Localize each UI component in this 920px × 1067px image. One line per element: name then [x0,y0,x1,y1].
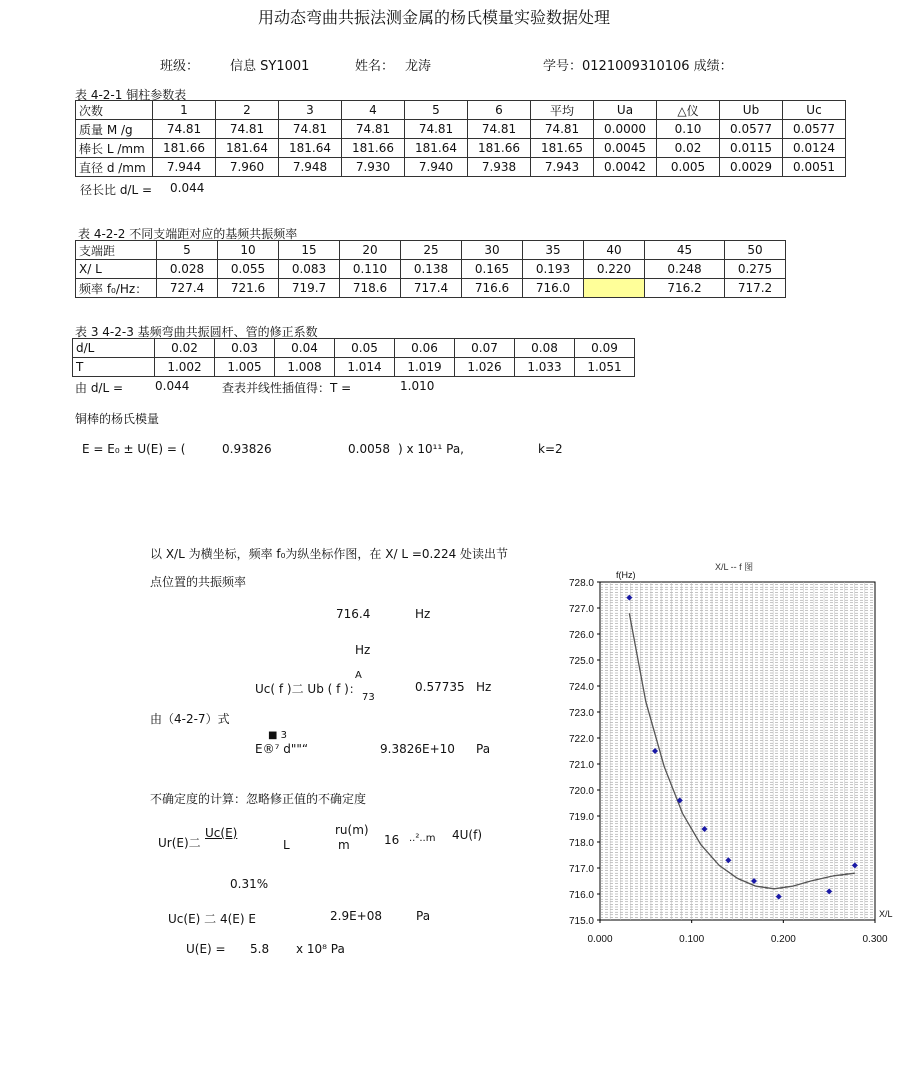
cell-0: 棒长 L /mm [76,139,153,158]
table1-caption: 表 4-2-1 铜柱参数表 [75,88,187,102]
four-u-term: 4U(f) [452,828,483,842]
header-cell-7: 平均 [531,101,594,120]
result-unit: ) x 10¹¹ Pa, [398,442,464,456]
y-tick-label: 726.0 [568,630,594,641]
xl-cell-5: 0.138 [401,260,462,279]
e-denominator: L [283,838,290,852]
t-cell-5: 1.019 [395,358,455,377]
cell-6: 181.66 [468,139,531,158]
header-cell-9: 45 [645,241,725,260]
cell-0: 质量 M /g [76,120,153,139]
n16-term: 16 [384,833,400,847]
xl-cell-7: 0.193 [523,260,584,279]
y-tick-label: 718.0 [568,838,594,849]
cell-7: 181.65 [531,139,594,158]
y-tick-label: 716.0 [568,890,594,901]
result-k: k=2 [538,442,563,456]
freq-cell-6: 716.6 [462,279,523,298]
freq-cell-10: 717.2 [725,279,786,298]
table2-caption: 表 4-2-2 不同支端距对应的基频共振频率 [78,227,298,241]
hz-label: Hz [355,643,371,657]
header-cell-8: 0.09 [575,339,635,358]
header-cell-9: △仪 [657,101,720,120]
cell-10: 0.0577 [720,120,783,139]
table-header-row [73,339,635,358]
cell-3: 74.81 [279,120,342,139]
y-tick-label: 723.0 [568,708,594,719]
result-u-value: 0.0058 [348,442,390,456]
header-cell-0: d/L [73,339,155,358]
y-tick-label: 720.0 [568,786,594,797]
header-cell-8: 40 [584,241,645,260]
xl-cell-8: 0.220 [584,260,645,279]
cell-4: 7.930 [342,158,405,177]
interp-label: 由 d/L = [75,381,124,395]
xl-cell-2: 0.055 [218,260,279,279]
y-tick-label: 727.0 [568,604,594,615]
student-id: 学号：0121009310106 成绩： [543,59,733,74]
xl-cell-10: 0.275 [725,260,786,279]
table-row [76,120,846,139]
xl-cell-1: 0.028 [157,260,218,279]
cell-11: 0.0124 [783,139,846,158]
u-e-value: 5.8 [250,942,270,956]
header-cell-5: 25 [401,241,462,260]
freq-cell-2: 721.6 [218,279,279,298]
cell-1: 74.81 [153,120,216,139]
t-cell-6: 1.026 [455,358,515,377]
t-cell-7: 1.033 [515,358,575,377]
cell-9: 0.02 [657,139,720,158]
y-tick-label: 715.0 [568,916,594,927]
header-cell-1: 1 [153,101,216,120]
cell-3: 7.948 [279,158,342,177]
y-tick-label: 722.0 [568,734,594,745]
interp-t: 1.010 [400,379,435,393]
t-cell-8: 1.051 [575,358,635,377]
cell-10: 0.0029 [720,158,783,177]
cell-9: 0.005 [657,158,720,177]
formula-ref: 由（4-2-7）式 [150,712,230,726]
xl-cell-9: 0.248 [645,260,725,279]
correction-table [72,338,635,377]
table-row [76,139,846,158]
x-tick-label: 0.300 [862,934,888,945]
cell-8: 0.0042 [594,158,657,177]
e-calc: 9.3826E+10 [380,742,455,756]
cell-1: 7.944 [153,158,216,177]
freq-cell-4: 718.6 [340,279,401,298]
relative-uncertainty: 0.31% [230,877,269,891]
uc-e-value: 2.9E+08 [330,909,382,923]
interp-dl: 0.044 [155,379,190,393]
header-cell-5: 0.06 [395,339,455,358]
header-cell-11: Uc [783,101,846,120]
freq-cell-7: 716.0 [523,279,584,298]
header-cell-10: 50 [725,241,786,260]
x-tick-label: 0.100 [679,934,705,945]
table-row [73,358,635,377]
header-cell-7: 0.08 [515,339,575,358]
uc-e-numerator: Uc(E) [205,826,238,840]
header-cell-2: 10 [218,241,279,260]
header-cell-0: 支端距 [76,241,157,260]
freq-cell-0: 频率 f₀/Hz： [76,279,157,298]
cell-6: 7.938 [468,158,531,177]
e-calc-unit: Pa [476,742,491,756]
header-cell-5: 5 [405,101,468,120]
e-formula: E®⁷ d""“ [255,742,309,756]
ratio-label: 径长比 d/L = [80,183,153,197]
header-cell-7: 35 [523,241,584,260]
cell-11: 0.0577 [783,120,846,139]
y-tick-label: 728.0 [568,578,594,589]
y-tick-label: 717.0 [568,864,594,875]
u-e-label: U(E) = [186,942,226,956]
t-cell-2: 1.005 [215,358,275,377]
cell-5: 74.81 [405,120,468,139]
xl-frequency-chart [555,555,900,955]
header-cell-1: 5 [157,241,218,260]
cell-1: 181.66 [153,139,216,158]
cell-4: 181.66 [342,139,405,158]
uc-f-unit: Hz [476,680,492,694]
y-axis-label: f(Hz) [616,570,636,580]
table-header-row [76,241,786,260]
cell-2: 74.81 [216,120,279,139]
cell-7: 7.943 [531,158,594,177]
ratio-value: 0.044 [170,181,205,195]
formula-marker: ■ 3 [268,730,287,741]
uc-e-equation: Uc(E) 二 4(E) E [168,912,256,926]
cell-2: 181.64 [216,139,279,158]
result-eq: E = E₀ ± U(E) = ( [82,442,186,456]
table3-caption: 表 3 4-2-3 基频弯曲共振圆杆、管的修正系数 [75,325,318,339]
t-cell-1: 1.002 [155,358,215,377]
header-cell-3: 0.04 [275,339,335,358]
freq-cell-1: 727.4 [157,279,218,298]
note-line-2: 点位置的共振频率 [150,575,247,589]
header-cell-4: 4 [342,101,405,120]
u-e-unit: x 10⁸ Pa [296,942,345,956]
table-header-row [76,101,846,120]
cell-9: 0.10 [657,120,720,139]
uncertainty-heading: 不确定度的计算：忽略修正值的不确定度 [150,792,367,806]
xl-cell-6: 0.165 [462,260,523,279]
freq-cell-8 [584,279,645,298]
f-unit: Hz [415,607,431,621]
cell-11: 0.0051 [783,158,846,177]
x-tick-label: 0.000 [587,934,613,945]
ur-label: Ur(E)二 [158,836,201,850]
header-cell-2: 0.03 [215,339,275,358]
y-tick-label: 725.0 [568,656,594,667]
header-cell-0: 次数 [76,101,153,120]
xl-cell-3: 0.083 [279,260,340,279]
f-value: 716.4 [336,607,371,621]
cell-5: 7.940 [405,158,468,177]
header-cell-6: 6 [468,101,531,120]
header-cell-10: Ub [720,101,783,120]
table-row [76,279,786,298]
t-cell-0: T [73,358,155,377]
x-axis-label: X/L [879,909,893,919]
t-cell-3: 1.008 [275,358,335,377]
uc-f-value: 0.57735 [415,680,465,694]
freq-cell-3: 719.7 [279,279,340,298]
interp-text: 查表并线性插值得：T = [222,381,352,395]
header-cell-1: 0.02 [155,339,215,358]
m-term: m [338,838,350,852]
y-tick-label: 721.0 [568,760,594,771]
cell-3: 181.64 [279,139,342,158]
freq-cell-5: 717.4 [401,279,462,298]
result-heading: 铜棒的杨氏模量 [75,412,160,426]
dots-term: ..²..m [409,833,436,844]
uc-e-unit: Pa [416,909,431,923]
name-value: 龙涛 [405,59,432,74]
note-line-1: 以 X/L 为横坐标，频率 f₀为纵坐标作图，在 X/ L =0.224 处读出节 [150,547,509,561]
xl-cell-4: 0.110 [340,260,401,279]
header-cell-3: 15 [279,241,340,260]
xl-cell-0: X/ L [76,260,157,279]
class-label: 班级： [160,59,200,74]
cell-8: 0.0000 [594,120,657,139]
cell-7: 74.81 [531,120,594,139]
class-value: 信息 SY1001 [230,59,310,74]
t-cell-4: 1.014 [335,358,395,377]
cell-8: 0.0045 [594,139,657,158]
y-tick-label: 724.0 [568,682,594,693]
uc-f-label: Uc( f )二 Ub ( f )： [255,682,361,696]
table-row [76,158,846,177]
name-label: 姓名： [355,59,395,74]
cell-0: 直径 d /mm [76,158,153,177]
frequency-table [75,240,786,298]
page-title: 用动态弯曲共振法测金属的杨氏模量实验数据处理 [258,8,611,27]
cell-2: 7.960 [216,158,279,177]
cell-10: 0.0115 [720,139,783,158]
rum-term: ru(m) [335,823,369,837]
header-cell-6: 30 [462,241,523,260]
freq-cell-9: 716.2 [645,279,725,298]
y-tick-label: 719.0 [568,812,594,823]
header-cell-4: 0.05 [335,339,395,358]
header-cell-8: Ua [594,101,657,120]
header-cell-3: 3 [279,101,342,120]
x-tick-label: 0.200 [770,934,796,945]
table-row [76,260,786,279]
a-label: A [355,670,362,681]
copper-rod-table [75,100,846,177]
result-e-value: 0.93826 [222,442,272,456]
chart-title: X/L -- f 图 [715,562,754,572]
header-cell-4: 20 [340,241,401,260]
header-cell-6: 0.07 [455,339,515,358]
cell-4: 74.81 [342,120,405,139]
n73-label: 73 [362,692,375,703]
cell-6: 74.81 [468,120,531,139]
cell-5: 181.64 [405,139,468,158]
header-cell-2: 2 [216,101,279,120]
